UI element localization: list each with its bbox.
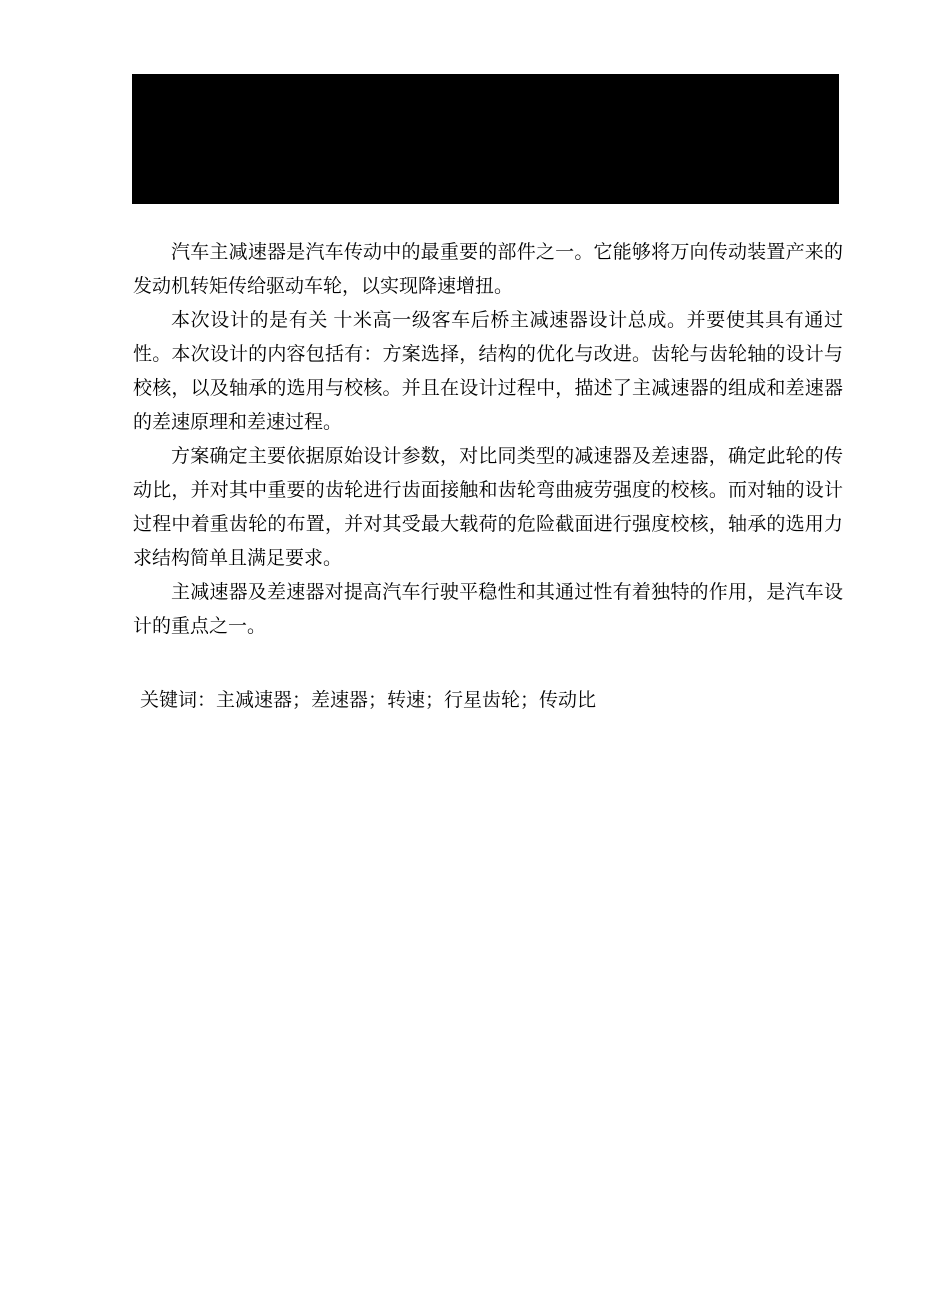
abstract-body (133, 236, 843, 718)
keywords-line: 关键词：主减速器；差速器；转速；行星齿轮；传动比 (140, 690, 597, 711)
abstract-paragraph-2: 本次设计的是有关 十米高一级客车后桥主减速器设计总成。并要使其具有通过性。本次设计的内容包括有：方案选择，结构的优化与改进。齿轮与齿轮轴的设计与校核，以及轴承的选用与校核。并且在设计过程中，描述了主减速器的组成和差速器的差速原理和差速过程。 (133, 310, 843, 433)
abstract-paragraph-3: 方案确定主要依据原始设计参数，对比同类型的减速器及差速器，确定此轮的传动比，并对其中重要的齿轮进行齿面接触和齿轮弯曲疲劳强度的校核。而对轴的设计过程中着重齿轮的布置，并对其受最大载荷的危险截面进行强度校核，轴承的选用力求结构简单且满足要求。 (133, 446, 843, 569)
abstract-paragraph-1: 汽车主减速器是汽车传动中的最重要的部件之一。它能够将万向传动装置产来的发动机转矩传给驱动车轮，以实现降速增扭。 (133, 242, 843, 297)
redacted-title-block (132, 74, 839, 204)
abstract-paragraph-4: 主减速器及差速器对提高汽车行驶平稳性和其通过性有着独特的作用，是汽车设计的重点之一。 (133, 582, 843, 637)
